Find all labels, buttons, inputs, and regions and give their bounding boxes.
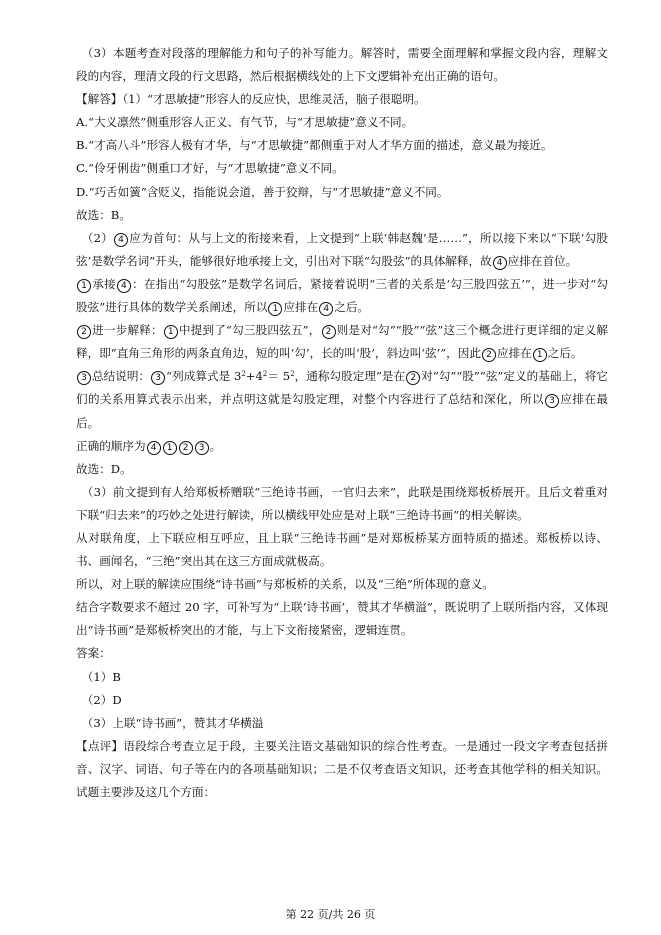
text-run: 【点评】语段综合考查立足于段，主要关注语文基础知识的综合性考查。一是通过一段文字考查包括拼音、汉字、词语、句子等在内的各项基础知识；二是不仅考查语文知识，还考查其他学科的相关知识。试题主要涉及这几个方面： xyxy=(76,738,608,799)
paragraph-11 xyxy=(76,365,608,434)
text-run: （2）D xyxy=(81,692,122,707)
circled-number-icon: 3 xyxy=(151,371,165,385)
paragraph-8 xyxy=(76,227,608,273)
circled-number-icon: 4 xyxy=(114,233,128,247)
circled-number-icon: 1 xyxy=(77,279,91,293)
circled-number-icon: 2 xyxy=(77,325,91,339)
text-run: “列成算式是 3 xyxy=(166,369,242,384)
circled-number-icon: 4 xyxy=(147,441,161,455)
superscript: 2 xyxy=(241,370,246,379)
circled-number-icon: 2 xyxy=(406,371,420,385)
paragraph-3 xyxy=(76,111,608,134)
circled-number-icon: 1 xyxy=(164,325,178,339)
superscript: 2 xyxy=(262,370,268,379)
text-run: 承接 xyxy=(92,276,116,291)
paragraph-6 xyxy=(76,181,608,204)
paragraph-19 xyxy=(76,666,608,689)
circled-number-icon: 2 xyxy=(179,441,193,455)
text-run: 正确的顺序为 xyxy=(76,438,146,453)
paragraph-18 xyxy=(76,642,608,665)
circled-number-icon: 2 xyxy=(482,348,496,362)
text-run: 结合字数要求不超过 20 字，可补写为“上联‘诗书画’，赞其才华横溢”，既说明了上联所指内容，又体现出“诗书画”是郑板桥突出的才能，与上下文衔接紧密，逻辑连贯。 xyxy=(76,600,608,638)
text-run: 应为首句：从与上文的衔接来看，上文提到“上联‘韩赵魏’是……”，所以接下来以“下联‘勾股弦’是数学名词”开头，能够很好地承接上文，引出对下联“勾股弦”的具体解释，故 xyxy=(76,230,608,268)
paragraph-13 xyxy=(76,458,608,481)
circled-number-icon: 4 xyxy=(493,256,507,270)
paragraph-16 xyxy=(76,573,608,596)
paragraph-14 xyxy=(76,481,608,527)
text-run: 所以，对上联的解读应围绕“诗书画”与郑板桥的关系，以及“三绝”所体现的意义。 xyxy=(76,577,494,592)
circled-number-icon: 4 xyxy=(117,279,131,293)
paragraph-7 xyxy=(76,204,608,227)
circled-number-icon: 1 xyxy=(163,441,177,455)
text-run: 从对联角度，上下联应相互呼应，且上联“三绝诗书画”是对郑板桥某方面特质的描述。郑板桥以诗、书、画闻名，“三绝”突出其在这三方面成就极高。 xyxy=(76,530,608,569)
text-run: 对“勾”“股”“弦”定义的基础上，将它们的关系用算式表示出来，并点明这就是勾股定理，对整个内容进行了总结和深化，所以 xyxy=(76,369,608,407)
paragraph-17 xyxy=(76,596,608,642)
paragraph-10 xyxy=(76,319,608,365)
paragraph-12 xyxy=(76,435,608,458)
answer-explanation-text xyxy=(76,42,608,804)
paragraph-1 xyxy=(76,42,608,88)
superscript: 2 xyxy=(290,370,295,379)
paragraph-21 xyxy=(76,712,608,735)
text-run: （3）上联“诗书画”，赞其才华横溢 xyxy=(81,715,264,730)
text-run: 中提到了“勾三股四弦五”， xyxy=(178,323,321,338)
text-run: （1）B xyxy=(81,669,121,684)
page-number: 第 22 页/共 26 页 xyxy=(285,908,376,921)
text-run: C.“伶牙俐齿”侧重口才好，与“才思敏捷”意义不同。 xyxy=(76,161,344,176)
text-run: +4 xyxy=(245,369,263,384)
paragraph-15 xyxy=(76,527,608,573)
circled-number-icon: 3 xyxy=(545,394,559,408)
circled-number-icon: 3 xyxy=(195,441,209,455)
text-run: 故选：B。 xyxy=(76,207,131,222)
text-run: B.“才高八斗”形容人极有才华，与“才思敏捷”都侧重于对人才华方面的描述，意义最为接近。 xyxy=(76,138,553,153)
text-run: 则是对“勾”“股”“弦”这三个概念进行更详细的定义解释，即“直角三角形的两条直角边，短的叫‘勾’，长的叫‘股’，斜边叫‘弦’”，因此 xyxy=(76,323,608,361)
text-run: 。 xyxy=(209,438,222,453)
text-run: 应排在最后。 xyxy=(76,392,608,430)
text-run: （3）本题考查对段落的理解能力和句子的补写能力。解答时，需要全面理解和掌握文段内容，理解文段的内容，理清文段的行文思路，然后根据横线处的上下文逻辑补充出正确的语句。 xyxy=(76,46,608,84)
text-run: ＝ 5 xyxy=(267,369,291,384)
text-run: 应排在 xyxy=(496,346,532,361)
text-run: D.“巧舌如簧”含贬义，指能说会道，善于狡辩，与“才思敏捷”意义不同。 xyxy=(76,184,449,199)
text-run: 答案： xyxy=(76,646,111,661)
text-run: 总结说明： xyxy=(92,369,151,384)
paragraph-22 xyxy=(76,735,608,804)
text-run: A.“大义凛然”侧重形容人正义、有气节，与“才思敏捷”意义不同。 xyxy=(76,115,414,130)
circled-number-icon: 3 xyxy=(77,371,91,385)
text-run: 进一步解释： xyxy=(92,323,163,338)
text-run: 之后。 xyxy=(334,300,370,315)
paragraph-20 xyxy=(76,689,608,712)
paragraph-2 xyxy=(76,88,608,111)
text-run: 应排在 xyxy=(283,300,319,315)
text-run: 故选：D。 xyxy=(76,461,132,476)
text-run: （2） xyxy=(81,230,114,245)
circled-number-icon: 1 xyxy=(533,348,547,362)
paragraph-9 xyxy=(76,273,608,319)
paragraph-4 xyxy=(76,134,608,157)
circled-number-icon: 4 xyxy=(319,302,333,316)
circled-number-icon: 1 xyxy=(268,302,282,316)
text-run: 【解答】（1）“才思敏捷”形容人的反应快，思维灵活，脑子很聪明。 xyxy=(76,92,426,107)
paragraph-5 xyxy=(76,157,608,180)
text-run: ，通称勾股定理”是在 xyxy=(294,369,406,384)
text-run: ：在指出“勾股弦”是数学名词后，紧接着说明“三者的关系是‘勾三股四弦五’”，进一步对“勾股弦”进行具体的数学关系阐述，所以 xyxy=(76,276,608,315)
text-run: （3）前文提到有人给郑板桥赠联“三绝诗书画，一官归去来”，此联是围绕郑板桥展开。且后文着重对下联“归去来”的巧妙之处进行解读，所以横线甲处应是对上联“三绝诗书画”的相关解读。 xyxy=(76,484,608,522)
text-run: 应排在首位。 xyxy=(507,253,578,268)
circled-number-icon: 2 xyxy=(322,325,336,339)
text-run: 之后。 xyxy=(547,346,583,361)
